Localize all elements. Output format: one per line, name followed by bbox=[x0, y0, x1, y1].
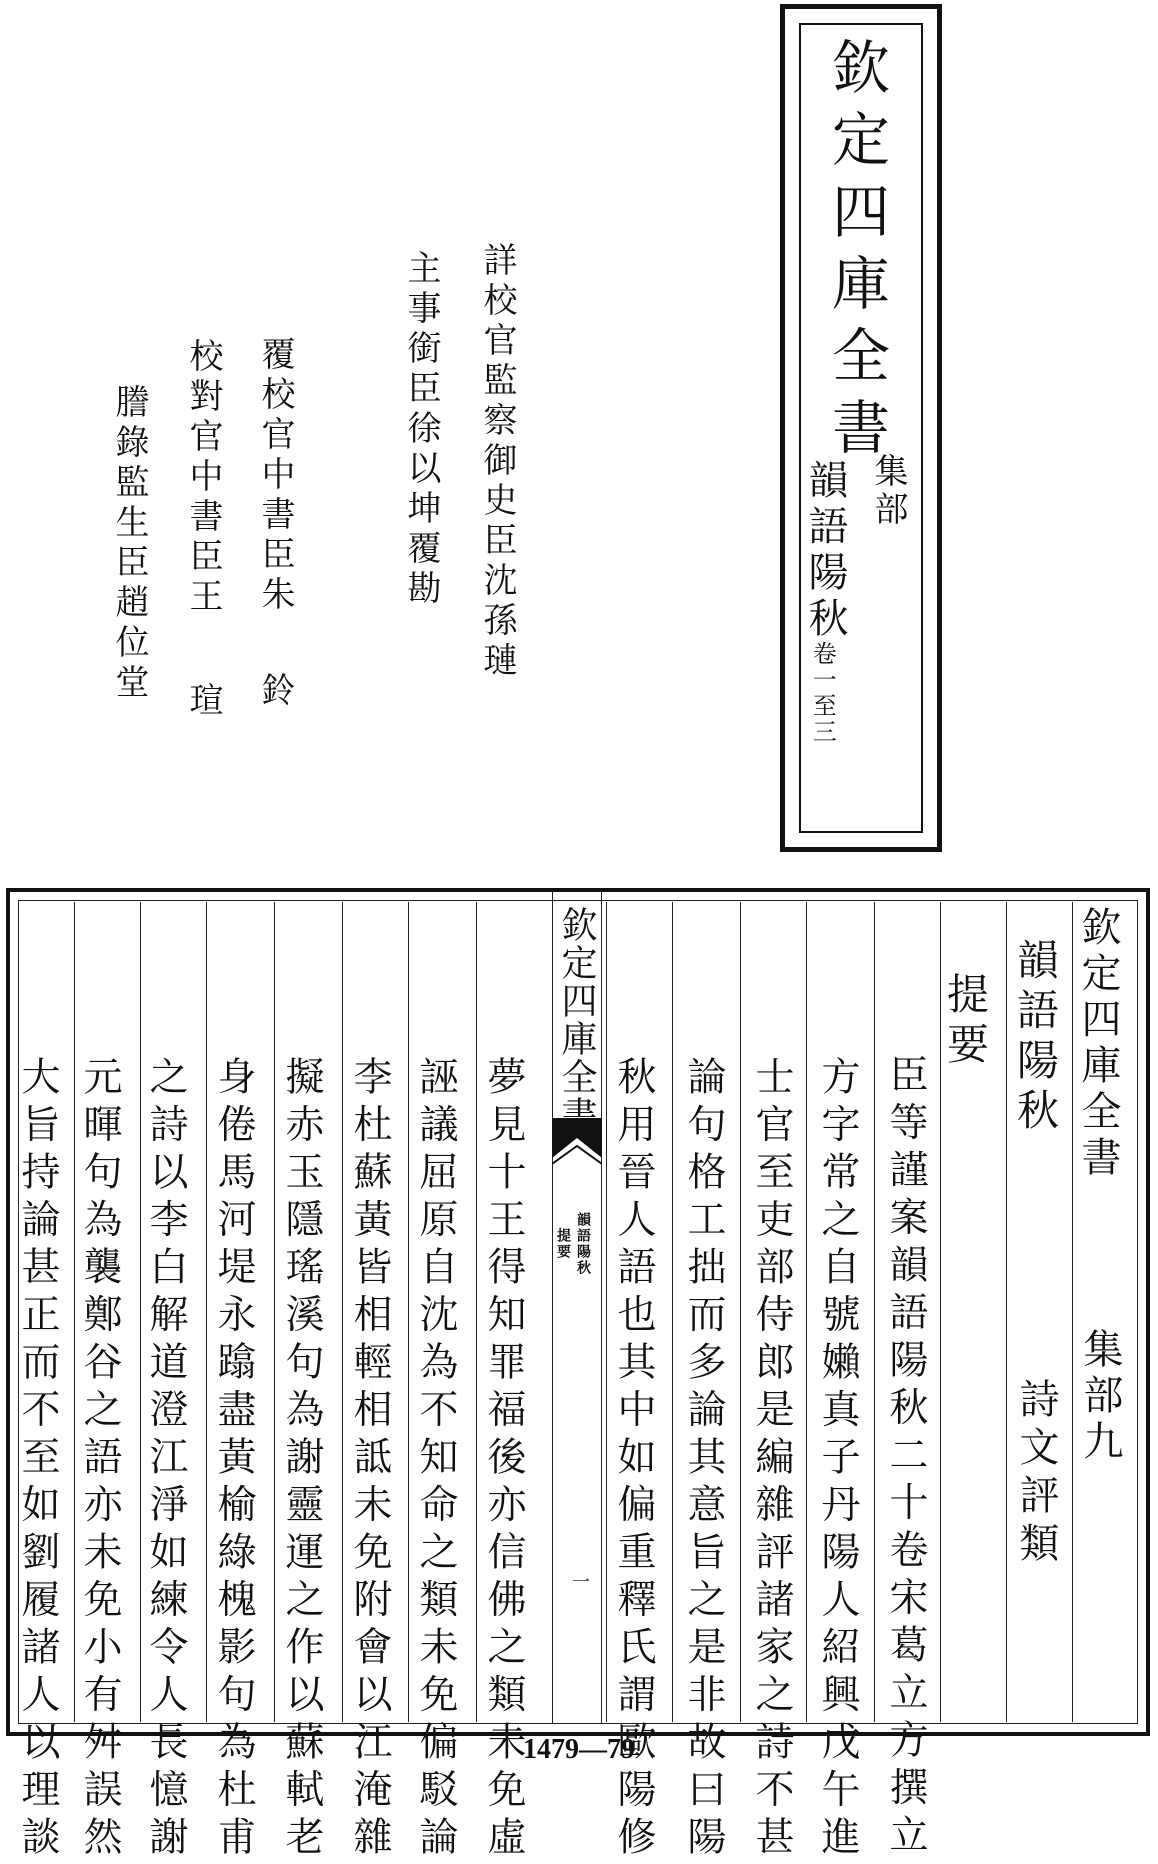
credit-3-part-2: 鈴 bbox=[255, 672, 295, 712]
text-column: 士官至吏部侍郎是編雜評諸家之詩不甚 bbox=[749, 1056, 794, 1864]
column-rule bbox=[74, 902, 75, 1722]
text-column: 之詩以李白解道澄江淨如練令人長憶謝 bbox=[143, 1056, 188, 1864]
text-column: 誣議屈原自沈為不知命之類未免偏駁論 bbox=[413, 1056, 458, 1864]
book-name: 韻語陽秋 bbox=[1011, 938, 1060, 1138]
text-column: 元暉句為襲鄭谷之語亦未免小有舛誤然 bbox=[77, 1056, 122, 1864]
text-column: 擬赤玉隱瑤溪句為謝靈運之作以蘇軾老 bbox=[279, 1056, 324, 1864]
credit-re-proofreader bbox=[255, 336, 295, 712]
volume-range: 卷一至三 bbox=[808, 641, 837, 745]
column-rule bbox=[806, 902, 807, 1722]
column-rule bbox=[606, 902, 607, 1722]
column-rule bbox=[672, 902, 673, 1722]
text-column: 身倦馬河堤永蹹盡黃榆綠槐影句為杜甫 bbox=[211, 1056, 256, 1864]
credit-reviewer: 主事銜臣徐以坤覆勘 bbox=[401, 250, 441, 610]
book-title: 韻語陽秋 bbox=[802, 459, 848, 643]
text-column: 論句格工拙而多論其意旨之是非故曰陽 bbox=[681, 1056, 726, 1864]
centre-strip bbox=[552, 892, 602, 1724]
book-classification: 詩文評類 bbox=[1013, 1378, 1059, 1570]
text-column: 李杜蘇黃皆相輕相詆未免附會以江淹雜 bbox=[347, 1056, 392, 1864]
credit-collator bbox=[183, 338, 223, 722]
page-header-title: 欽定四庫全書 bbox=[1075, 906, 1121, 1182]
text-column: 夢見十王得知罪福後亦信佛之類未免虛 bbox=[481, 1056, 526, 1864]
column-rule bbox=[342, 902, 343, 1722]
credit-detailed-proofreader: 詳校官監察御史臣沈孫璉 bbox=[477, 242, 517, 682]
credit-4-part-1: 校對官中書臣王 bbox=[183, 338, 223, 618]
centre-page-number: 一 bbox=[569, 1572, 590, 1590]
text-column: 方字常之自號嬾真子丹陽人紹興戊午進 bbox=[815, 1056, 860, 1864]
page-header-category: 集部九 bbox=[1077, 1328, 1123, 1466]
page-number: 1479—79 bbox=[523, 1734, 635, 1765]
column-rule bbox=[408, 902, 409, 1722]
text-column: 秋用晉人語也其中如偏重釋氏謂歐陽修 bbox=[611, 1056, 656, 1864]
column-rule bbox=[874, 902, 875, 1722]
credit-3-part-1: 覆校官中書臣朱 bbox=[255, 336, 295, 616]
credit-copyist: 謄錄監生臣趙位堂 bbox=[109, 384, 149, 704]
collection-title: 欽定四庫全書 bbox=[822, 37, 890, 469]
centre-title: 欽定四庫全書 bbox=[556, 906, 597, 1134]
column-rule bbox=[206, 902, 207, 1722]
title-plate bbox=[780, 4, 942, 852]
column-rule bbox=[1072, 902, 1073, 1722]
column-rule bbox=[1006, 902, 1007, 1722]
column-rule bbox=[140, 902, 141, 1722]
column-rule bbox=[274, 902, 275, 1722]
column-rule bbox=[740, 902, 741, 1722]
credit-4-part-2: 瑄 bbox=[183, 682, 223, 722]
text-column: 大旨持論甚正而不至如劉履諸人以理談 bbox=[15, 1056, 60, 1864]
column-rule bbox=[476, 902, 477, 1722]
centre-section: 提要 bbox=[555, 1228, 571, 1260]
centre-book-name: 韻語陽秋 bbox=[575, 1212, 591, 1276]
text-column: 臣等謹案韻語陽秋二十卷宋葛立方撰立 bbox=[883, 1054, 928, 1862]
section-label: 提要 bbox=[941, 972, 990, 1072]
collection-category: 集部 bbox=[868, 453, 908, 529]
